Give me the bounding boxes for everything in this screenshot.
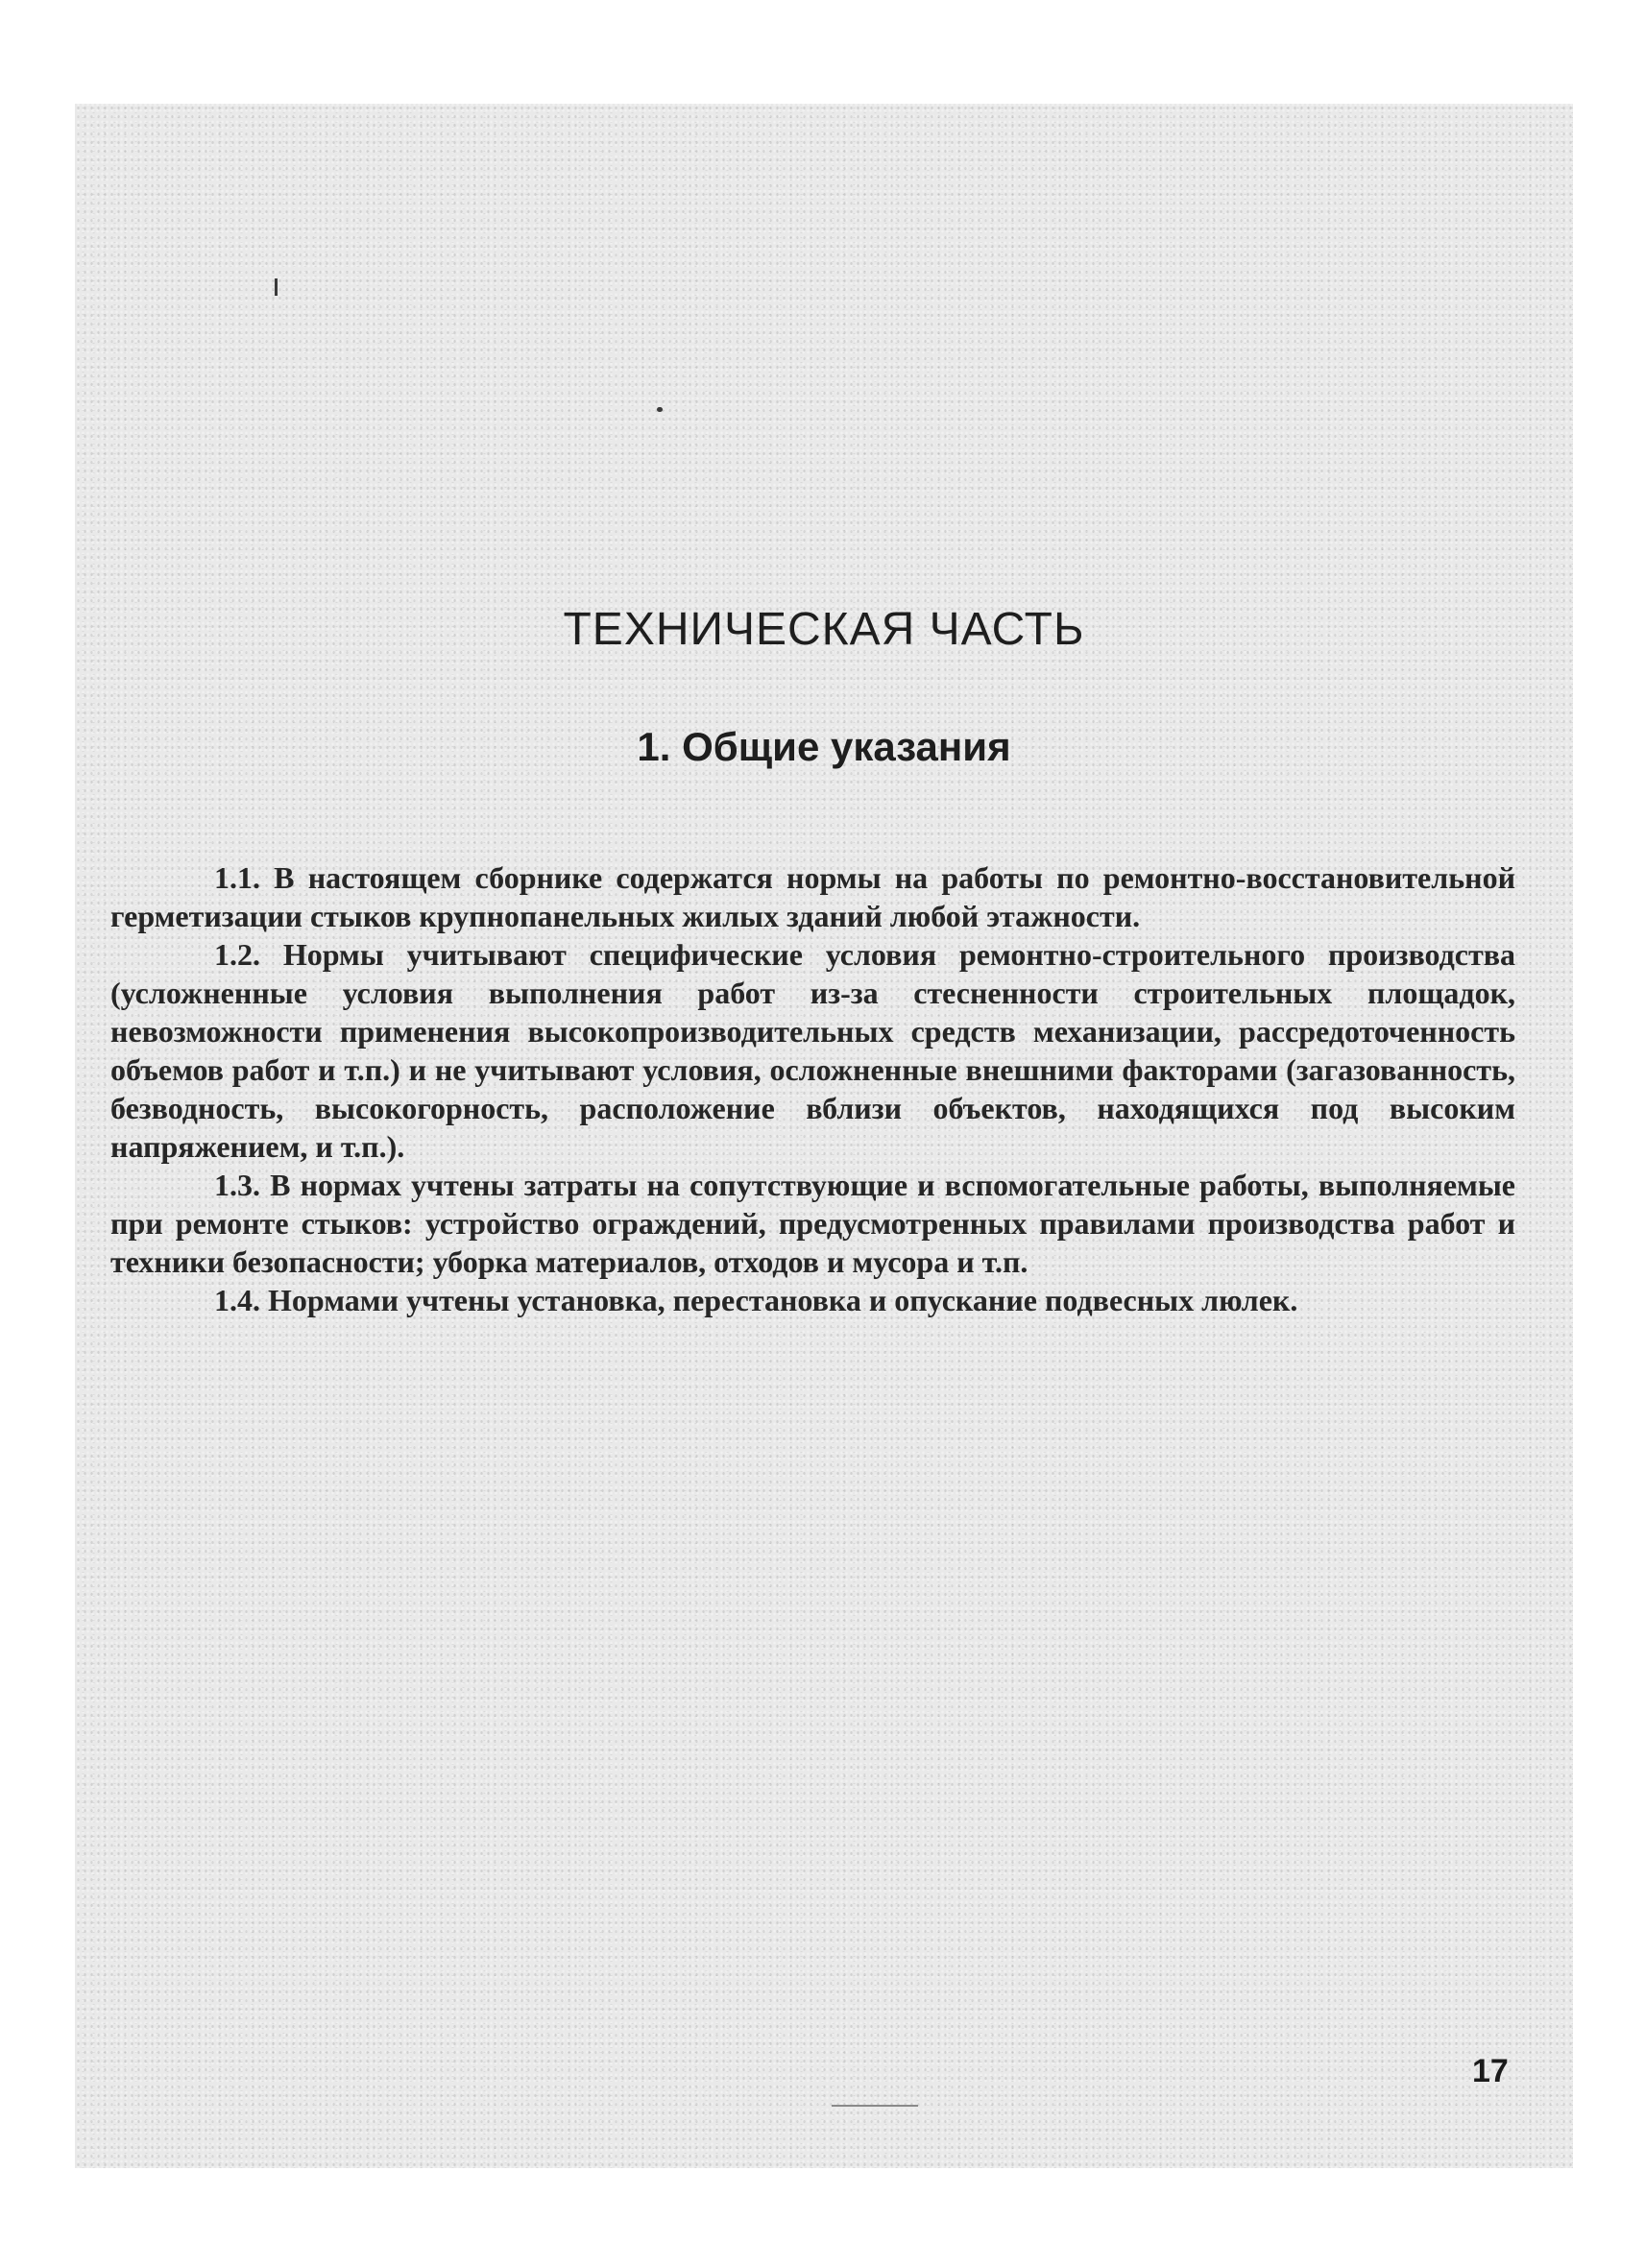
page-number: 17 xyxy=(1472,2053,1509,2089)
scanned-page xyxy=(75,104,1573,2168)
section-title: 1. Общие указания xyxy=(637,724,1011,769)
scan-speck xyxy=(275,278,278,296)
paragraph-1-4: 1.4. Нормами учтены установка, перестановка и опускание подвесных люлек. xyxy=(214,1283,1298,1317)
paragraph-1-1: 1.1. В настоящем сборнике содержатся нормы на работы по ремонтно-восстановительной герметизации стыков крупнопанельных жилых зданий любой этажности. xyxy=(110,860,1515,933)
document-title: ТЕХНИЧЕСКАЯ ЧАСТЬ xyxy=(563,604,1085,655)
paragraph-1-3: 1.3. В нормах учтены затраты на сопутствующие и вспомогательные работы, выполняемые при ремонте стыков: устройство ограждений, предусмотренных правилами производства работ и техники безопасности; уборка материалов, отходов и мусора и т.п. xyxy=(110,1168,1515,1279)
scan-speck xyxy=(657,407,663,412)
scan-smudge xyxy=(832,2105,918,2107)
paragraph-1-2: 1.2. Нормы учитывают специфические условия ремонтно-строительного производства (усложненные условия выполнения работ из-за стесненности строительных площадок, невозможности применения высокопроизводительных средств механизации, рассредоточенность объемов работ и т.п.) и не учитывают условия, осложненные внешними факторами (загазованность, безводность, высокогорность, расположение вблизи объектов, находящихся под высоким напряжением, и т.п.). xyxy=(110,937,1515,1164)
body-text xyxy=(110,858,1515,1319)
